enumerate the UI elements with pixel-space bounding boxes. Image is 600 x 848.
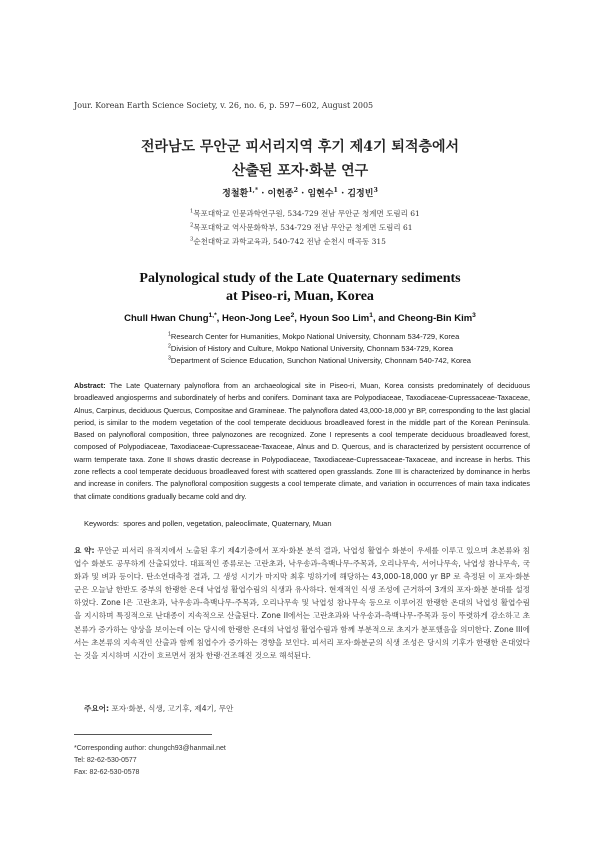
english-affiliation	[168, 344, 453, 353]
english-affiliation	[168, 356, 471, 365]
affiliation-text: Research Center for Humanities, Mokpo National University, Chonnam 534-729, Korea	[170, 332, 460, 341]
english-author-name: Cheong-Bin Kim	[397, 313, 473, 324]
journal-citation: Jour. Korean Earth Science Society, v. 26, no. 6, p. 597−602, August 2005	[74, 101, 374, 110]
korean-affiliation	[190, 236, 386, 247]
english-title-line-2: at Piseo-ri, Muan, Korea	[226, 289, 374, 304]
abstract-label: Abstract:	[74, 381, 106, 390]
korean-title-line-2: 산출된 포자·화분 연구	[231, 163, 369, 179]
affiliation-sup: 2	[168, 343, 171, 350]
english-author-sup: 2	[290, 311, 295, 319]
english-author-name: Chull Hwan Chung	[124, 313, 209, 324]
english-affiliation	[168, 332, 459, 341]
separator: ,	[294, 313, 300, 324]
affiliation-sup: 3	[190, 236, 194, 243]
affiliation-sup: 1	[190, 208, 194, 215]
affiliation-text: 목포대학교 역사문화학부, 534-729 전남 무안군 청계면 도림리 61	[193, 223, 413, 232]
keywords-text: spores and pollen, vegetation, paleoclimate, Quaternary, Muan	[123, 519, 332, 528]
korean-author-sup: 1,*	[248, 187, 259, 194]
korean-keywords	[84, 703, 233, 714]
telephone-footnote: Tel: 82-62-530-0577	[74, 757, 137, 764]
korean-keywords-label: 주요어:	[84, 704, 110, 713]
english-author-sup: 1,*	[208, 311, 217, 319]
korean-abstract	[74, 544, 530, 662]
fax-footnote: Fax: 82-62-530-0578	[74, 769, 140, 776]
korean-abstract-label: 요 약:	[74, 546, 95, 555]
keywords	[84, 519, 332, 528]
abstract	[74, 380, 530, 503]
english-title-line-1: Palynological study of the Late Quaternary sediments	[139, 271, 461, 286]
separator: ·	[341, 189, 345, 199]
english-authors	[0, 313, 600, 324]
korean-keywords-text: 포자·화분, 식생, 고기후, 제4기, 무안	[111, 704, 234, 713]
korean-title-line-1: 전라남도 무안군 피서리지역 후기 제4기 퇴적층에서	[140, 139, 460, 155]
corresponding-author-footnote: *Corresponding author: chungch93@hanmail.net	[74, 745, 226, 752]
english-author-name: Heon-Jong Lee	[221, 313, 291, 324]
korean-authors	[0, 186, 600, 199]
footnote-divider	[74, 734, 212, 735]
korean-author-sup: 1	[333, 187, 338, 194]
affiliation-text: Department of Science Education, Sunchon National University, Chonnam 540-742, Korea	[170, 356, 471, 365]
korean-author-sup: 2	[293, 187, 299, 194]
korean-author-name: 이헌종	[267, 189, 294, 199]
abstract-text: The Late Quaternary palynoflora from an archaeological site in Piseo-ri, Muan, Korea consists predominately of deciduous broadleaved angiosperms and subordinately of herbs and conifers. Dominant taxa are Polypodiaceae, Taxodiaceae-Cupressaceae-Taxaceae, Alnus, Carpinus, deciduous Quercus, Compositae and Gramineae. The palynoflora dated 43,000-18,000 yr BP, corresponding to the last glacial period, is similar to the modern vegetation of the cool temperate deciduous broadleaved forest in the middle part of the Korean Peninsula. Based on palynofloral composition, three palynozones are recognized. Zone I represents a cool temperate deciduous broadleaved forest, composed of Polypodiaceae, Taxodiaceae-Cupressaceae-Taxaceae, Alnus and D. Quercus, and is characterized by persistent occurrence of warm temperate taxa. Zone II shows drastic decrease in Polypodiaceae, Taxodiaceae-Cupressaceae-Taxaceae, and increase in herbs. This zone reflects a cool temperate deciduous broadleaved forest with scattered open grasslands. Zone III is characterized by dominance in herbs and increase in conifers. The palynofloral composition suggests a cool temperate climate, and variation in occurrences of main taxa indicates that climate conditions gradually became cold and dry.	[74, 381, 531, 501]
affiliation-sup: 2	[190, 222, 194, 229]
affiliation-sup: 3	[168, 355, 171, 362]
korean-author-sup: 3	[373, 187, 378, 194]
korean-affiliation	[190, 208, 420, 219]
affiliation-text: 목포대학교 인문과학연구원, 534-729 전남 무안군 청계면 도림리 61	[193, 209, 420, 218]
separator: , and	[372, 313, 398, 324]
separator: ·	[301, 189, 305, 199]
separator: ·	[261, 189, 265, 199]
keywords-label: Keywords:	[84, 519, 120, 528]
affiliation-text: Division of History and Culture, Mokpo National University, Chonnam 534-729, Korea	[170, 344, 453, 353]
korean-author-name: 정철환	[222, 189, 249, 199]
english-author-sup: 3	[472, 311, 476, 319]
korean-affiliation	[190, 222, 413, 233]
korean-author-name: 임현수	[307, 189, 334, 199]
affiliation-text: 순천대학교 과학교육과, 540-742 전남 순천시 매곡동 315	[193, 237, 386, 246]
korean-abstract-text: 무안군 피서리 유적지에서 노출된 후기 제4기층에서 포자·화분 분석 결과, 낙엽성 활엽수 화분이 우세를 이루고 있으며 초본류와 침엽수 화분도 공무하게 산출되었다. 대표적인 종류로는 고란초과, 낙우송과-측백나무-주목과, 오리나무속, 서어나무속, 낙엽성 참나무속, 국화과 및 벼과 등이다. 탄소연대측정 결과, 그 생성 시기가 마지막 최후 빙하기에 해당하는 43,000-18,000 yr BP 로 측정된 이 포자·화분군은 오늘날 한반도 중부의 한랭한 온대 낙엽성 활엽수림의 식생과 유사하다. 현재적인 식생 조성에 근거하여 3개의 포자·화분 분대를 설정하였다. Zone I은 고란초과, 낙우송과-측백나무-주목과, 오리나무속 및 낙엽성 참나무속 등으로 이루어진 한랭한 온대의 낙엽성 활엽수림을 지시하며 특징적으로 난대종이 지속적으로 산출된다. Zone II에서는 고란초과와 낙우송과-측백나무-주목과 등이 뚜렷하게 감소하고 초본류가 증가하는 양상을 보이는데 이는 당시에 한랭한 온대의 낙엽성 활엽수림과 함께 부분적으로 초지가 분포했음을 의미한다. Zone III에서는 초본류의 지속적인 산출과 함께 침엽수가 증가하는 경향을 보인다. 피서리 포자·화분군의 식생 조성은 당시의 기후가 한랭한 온대였다는 것을 지시하며 시간이 흐르면서 점차 한랭·건조해진 것으로 해석된다.	[74, 546, 530, 660]
separator: ,	[216, 313, 222, 324]
english-author-name: Hyoun Soo Lim	[299, 313, 370, 324]
english-author-sup: 1	[369, 311, 373, 319]
korean-author-name: 김정빈	[347, 189, 374, 199]
affiliation-sup: 1	[168, 331, 171, 338]
